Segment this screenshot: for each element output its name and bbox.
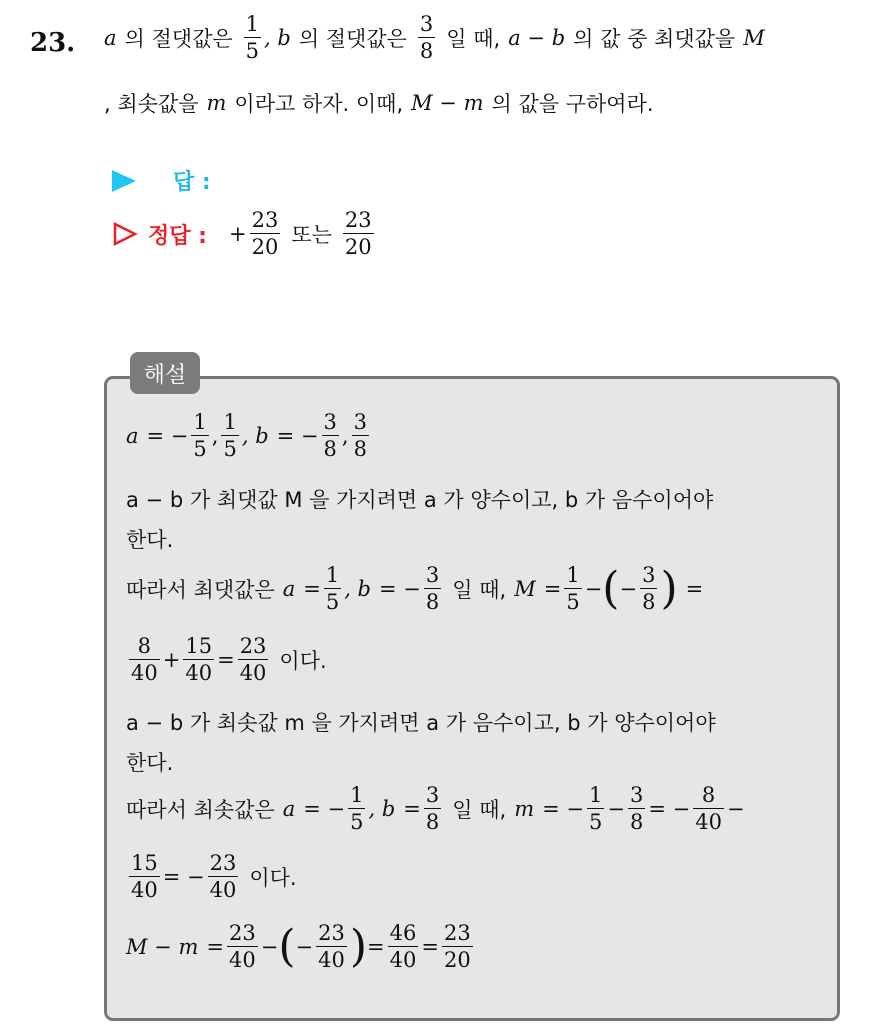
correct-answer-row xyxy=(112,210,377,258)
sign: + xyxy=(228,222,247,246)
solution-line-8: 따라서 최솟값은 a = − $\frac{1}{5}$ , b = $\frac{3}{8}$ 일 때, m = − $\frac{1}{5}$ − $\frac{3}{8}$ = − $\frac{8}{40}$ − xyxy=(126,783,745,834)
question-number: 23. xyxy=(30,28,76,58)
var-b: , b xyxy=(264,26,291,50)
question-text: 의 절댓값은 xyxy=(298,27,407,51)
question-line-1 xyxy=(104,14,765,62)
var-a: a xyxy=(104,26,117,50)
question-text: 이라고 하자. 이때, xyxy=(234,92,404,116)
solution-line-1: a = − $\frac{1}{5}$ , $\frac{1}{5}$ , b = − $\frac{3}{8}$ , $\frac{3}{8}$ xyxy=(126,410,367,461)
solution-line-2: a − b 가 최댓값 M 을 가지려면 a 가 양수이고, b 가 음수이어야 xyxy=(126,488,714,512)
or-text: 또는 xyxy=(291,223,332,247)
expression: M − m xyxy=(411,91,484,115)
question-line-2 xyxy=(104,88,654,118)
solution-line-6: a − b 가 최솟값 m 을 가지려면 a 가 음수이고, b 가 양수이어야 xyxy=(126,711,716,735)
question-text: 의 값을 구하여라. xyxy=(491,92,654,116)
fraction: $\frac{23}{20}$ xyxy=(344,208,372,259)
question-text: 의 값 중 최댓값을 xyxy=(573,27,736,51)
question-text: 의 절댓값은 xyxy=(124,27,233,51)
answer-row[interactable] xyxy=(112,165,211,196)
expression: a − b xyxy=(508,26,566,50)
question-text: , 최솟값을 xyxy=(104,92,199,116)
solution-tag: 해설 xyxy=(130,352,200,394)
fraction: $\frac{3}{8}$ xyxy=(419,12,434,63)
solution-line-3: 한다. xyxy=(126,528,174,552)
var-m: m xyxy=(206,91,227,115)
outline-triangle-icon xyxy=(112,221,138,247)
solution-line-4: 따라서 최댓값은 a = $\frac{1}{5}$ , b = − $\frac{3}{8}$ 일 때, M = $\frac{1}{5}$ − ( − $\frac{3}{8}$ ) = xyxy=(126,563,704,614)
fraction: $\frac{23}{20}$ xyxy=(251,208,279,259)
answer-label: 답 : xyxy=(173,170,211,195)
fraction: $\frac{1}{5}$ xyxy=(245,12,260,63)
solution-line-5: $\frac{8}{40}$ + $\frac{15}{40}$ = $\frac{23}{40}$ 이다. xyxy=(131,634,327,685)
var-M: M xyxy=(743,26,765,50)
play-triangle-icon xyxy=(112,170,136,192)
solution-line-9: $\frac{15}{40}$ = − $\frac{23}{40}$ 이다. xyxy=(131,851,297,902)
solution-line-10: M − m = $\frac{23}{40}$ − ( − $\frac{23}{40}$ ) = $\frac{46}{40}$ = $\frac{23}{20}$ xyxy=(126,921,471,972)
solution-line-7: 한다. xyxy=(126,751,174,775)
correct-answer-label: 정답 : xyxy=(148,223,207,249)
question-text: 일 때, xyxy=(446,27,501,51)
